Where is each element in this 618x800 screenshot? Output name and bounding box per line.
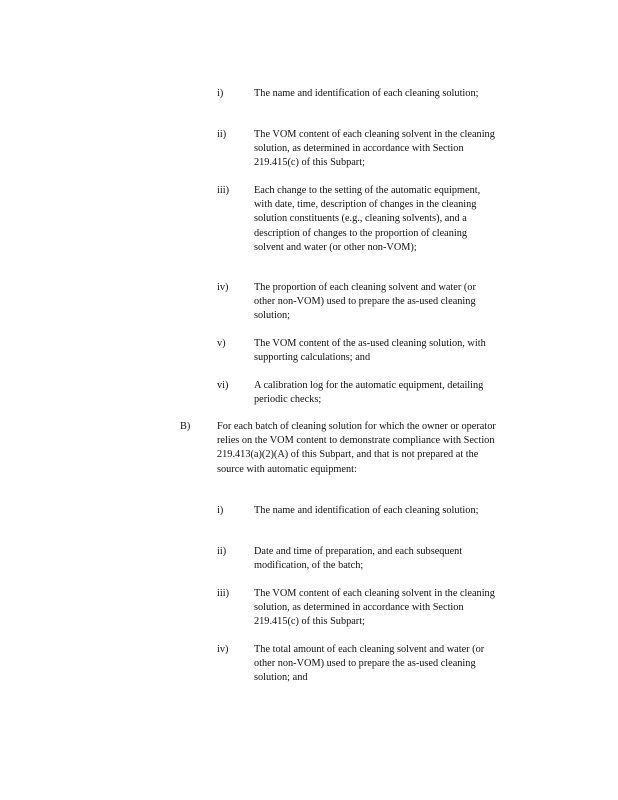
list-item — [217, 281, 517, 325]
list-item — [217, 587, 517, 631]
subsection-b — [180, 420, 510, 492]
list-item — [217, 643, 517, 687]
item-text: The name and identification of each cleaning solution; — [254, 505, 479, 516]
list-item — [217, 337, 517, 367]
item-label: i) — [217, 88, 224, 99]
item-text: The VOM content of each cleaning solvent in the cleaning solution, as determined in accordance with Section 219.415(c) of this Subpart; — [254, 588, 495, 628]
item-label: ii) — [217, 129, 227, 140]
list-item — [217, 128, 517, 172]
item-text: A calibration log for the automatic equipment, detailing periodic checks; — [254, 380, 484, 406]
item-label: vi) — [217, 380, 229, 391]
list-item — [217, 184, 517, 270]
item-label: iv) — [217, 282, 229, 293]
item-text: Each change to the setting of the automatic equipment, with date, time, description of changes in the cleaning solution constituents (e.g., cleaning solvents), and a description of changes to the proportion of cleaning solvent and water (or other non-VOM); — [254, 185, 481, 253]
item-label: iv) — [217, 644, 229, 655]
item-text: The VOM content of the as-used cleaning solution, with supporting calculations; and — [254, 338, 486, 364]
item-text: The VOM content of each cleaning solvent in the cleaning solution, as determined in accordance with Section 219.415(c) of this Subpart; — [254, 129, 495, 169]
list-item — [217, 379, 517, 409]
item-text: The total amount of each cleaning solvent and water (or other non-VOM) used to prepare the as-used cleaning solution; and — [254, 644, 485, 684]
item-text: The proportion of each cleaning solvent and water (or other non-VOM) used to prepare the as-used cleaning solution; — [254, 282, 476, 322]
item-label: ii) — [217, 546, 227, 557]
subsection-label: B) — [180, 421, 191, 432]
item-label: iii) — [217, 588, 230, 599]
list-item — [217, 545, 517, 575]
item-text: The name and identification of each cleaning solution; — [254, 88, 479, 99]
list-item — [217, 87, 517, 117]
list-item — [217, 504, 517, 534]
item-text: Date and time of preparation, and each subsequent modification, of the batch; — [254, 546, 463, 572]
item-label: v) — [217, 338, 226, 349]
subsection-text: For each batch of cleaning solution for which the owner or operator relies on the VOM content to demonstrate compliance with Section 219.413(a)(2)(A) of this Subpart, and that is not prepared at the source with automatic equipment: — [217, 421, 496, 475]
item-label: iii) — [217, 185, 230, 196]
item-label: i) — [217, 505, 224, 516]
